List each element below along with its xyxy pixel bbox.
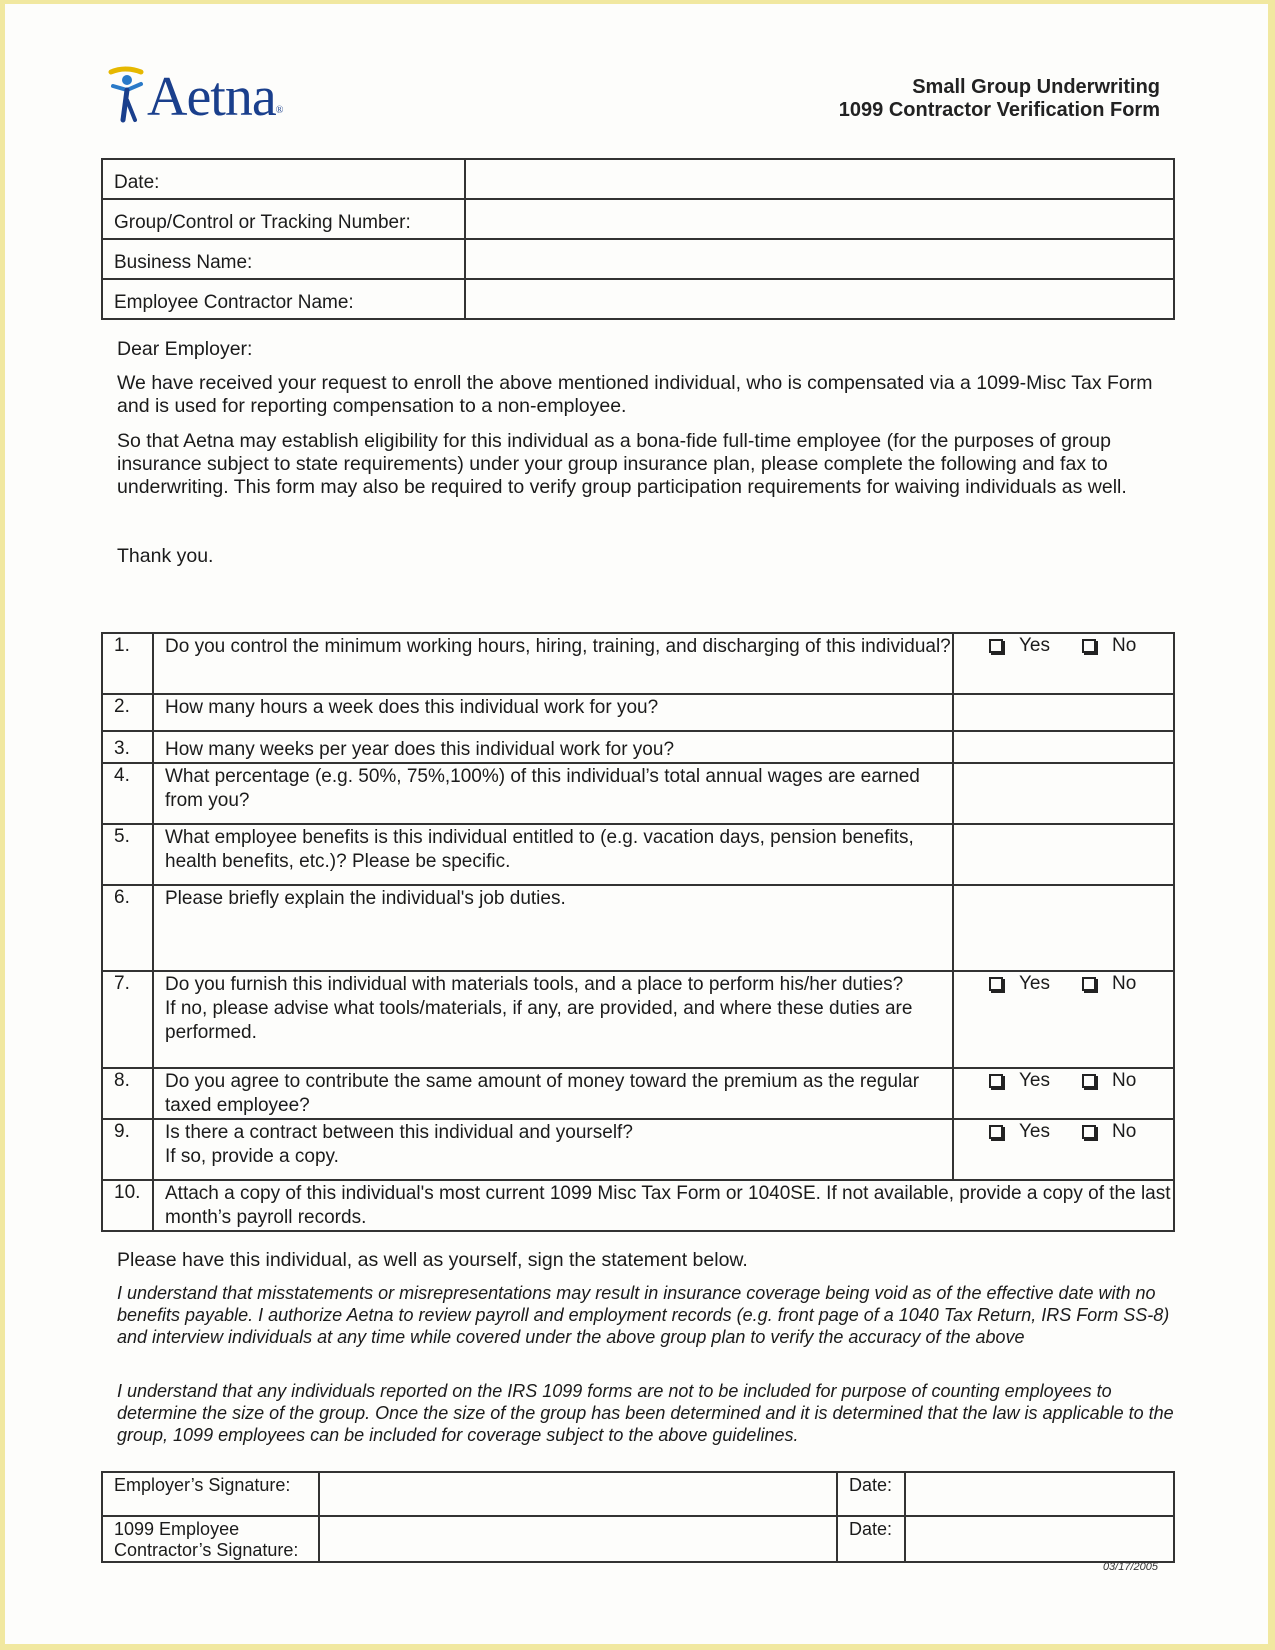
title-line-2: 1099 Contractor Verification Form — [838, 99, 1160, 121]
question-number: 10. — [102, 1180, 153, 1231]
info-label: Date: — [102, 159, 465, 199]
contractor-date-field[interactable] — [905, 1516, 1174, 1562]
question-number: 3. — [102, 731, 153, 763]
question-number: 5. — [102, 824, 153, 885]
question-row — [102, 1119, 1174, 1180]
date-label: Date: — [837, 1472, 905, 1516]
question-text: Do you agree to contribute the same amount of money toward the premium as the regular taxed employee? — [153, 1068, 953, 1119]
yes-label: Yes — [1019, 635, 1050, 656]
info-label: Business Name: — [102, 239, 465, 279]
salutation: Dear Employer: — [117, 338, 253, 360]
yes-label: Yes — [1019, 1070, 1050, 1091]
info-label: Employee Contractor Name: — [102, 279, 465, 319]
answer-cell — [953, 1119, 1174, 1180]
form-revision-date: 03/17/2005 — [1102, 1561, 1158, 1573]
answer-cell — [953, 1068, 1174, 1119]
question-row — [102, 1068, 1174, 1119]
question-text: How many weeks per year does this individual work for you? — [153, 731, 953, 763]
checkbox-icon — [1082, 1074, 1096, 1088]
contractor-label-line: 1099 Employee — [114, 1519, 240, 1539]
question-row — [102, 731, 1174, 763]
question-text — [153, 1119, 953, 1180]
question-text: What employee benefits is this individual entitled to (e.g. vacation days, pension benefits, health benefits, etc.)? Please be specific. — [153, 824, 953, 885]
info-label: Group/Control or Tracking Number: — [102, 199, 465, 239]
answer-field[interactable] — [953, 885, 1174, 971]
employer-date-field[interactable] — [905, 1472, 1174, 1516]
yes-no-options — [954, 1121, 1173, 1143]
yes-no-options — [954, 635, 1173, 657]
question-number: 2. — [102, 694, 153, 731]
question-text: Please briefly explain the individual's job duties. — [153, 885, 953, 971]
no-checkbox[interactable] — [1082, 1121, 1136, 1143]
answer-cell — [953, 971, 1174, 1068]
no-label: No — [1112, 1070, 1137, 1091]
question-row — [102, 633, 1174, 694]
checkbox-icon — [1082, 1125, 1096, 1139]
question-text-line: Is there a contract between this individual and yourself? — [165, 1122, 633, 1143]
letter-closing: Thank you. — [117, 545, 214, 567]
info-row-group-number — [102, 199, 1174, 239]
info-row-contractor-name — [102, 279, 1174, 319]
question-row — [102, 824, 1174, 885]
yes-checkbox[interactable] — [989, 1121, 1050, 1143]
checkbox-icon — [1082, 639, 1096, 653]
question-number: 9. — [102, 1119, 153, 1180]
contractor-label-line: Contractor’s Signature: — [114, 1540, 299, 1560]
answer-field[interactable] — [953, 731, 1174, 763]
checkbox-icon — [989, 977, 1003, 991]
contractor-name-field[interactable] — [465, 279, 1174, 319]
question-text-line: If no, please advise what tools/materials, if any, are provided, and where these duties are performed. — [165, 998, 913, 1043]
date-field[interactable] — [465, 159, 1174, 199]
statement-paragraph-1: I understand that misstatements or misrepresentations may result in insurance coverage being void as of the effective date with no benefits payable. I authorize Aetna to review payroll and employment records (e.g. front page of a 1040 Tax Return, IRS Form SS-8) and interview individuals at any time while covered under the above group plan to verify the accuracy of the above — [117, 1283, 1170, 1347]
question-text: Attach a copy of this individual's most current 1099 Misc Tax Form or 1040SE. If not available, provide a copy of the last month’s payroll records. — [153, 1180, 1174, 1231]
no-label: No — [1112, 973, 1137, 994]
employer-signature-field[interactable] — [319, 1472, 837, 1516]
group-number-field[interactable] — [465, 199, 1174, 239]
contractor-signature-field[interactable] — [319, 1516, 837, 1562]
no-checkbox[interactable] — [1082, 1070, 1136, 1092]
contractor-signature-row — [102, 1516, 1174, 1562]
yes-label: Yes — [1019, 973, 1050, 994]
question-row — [102, 971, 1174, 1068]
statement-paragraph-2: I understand that any individuals reported on the IRS 1099 forms are not to be included for purpose of counting employees to determine the size of the group. Once the size of the group has been determined and it is determined that the law is applicable to the group, 1099 employees can be included for coverage subject to the above guidelines. — [117, 1381, 1174, 1445]
letter-paragraph-1: We have received your request to enroll the above mentioned individual, who is compensated via a 1099-Misc Tax Form and is used for reporting compensation to a non-employee. — [117, 372, 1153, 417]
question-text — [153, 971, 953, 1068]
logo-wordmark: Aetna® — [147, 66, 283, 128]
yes-no-options — [954, 1070, 1173, 1092]
employer-signature-row — [102, 1472, 1174, 1516]
employer-signature-label: Employer’s Signature: — [102, 1472, 319, 1516]
question-number: 1. — [102, 633, 153, 694]
no-label: No — [1112, 635, 1137, 656]
form-page — [5, 4, 1268, 1644]
yes-checkbox[interactable] — [989, 1070, 1050, 1092]
form-title — [839, 76, 1160, 122]
signature-table — [101, 1471, 1175, 1563]
aetna-figure-icon — [105, 64, 149, 130]
question-row — [102, 1180, 1174, 1231]
info-row-business-name — [102, 239, 1174, 279]
question-row — [102, 885, 1174, 971]
question-number: 4. — [102, 763, 153, 824]
contractor-signature-label — [102, 1516, 319, 1562]
no-checkbox[interactable] — [1082, 973, 1136, 995]
checkbox-icon — [989, 1125, 1003, 1139]
business-name-field[interactable] — [465, 239, 1174, 279]
title-line-1: Small Group Underwriting — [912, 76, 1160, 98]
aetna-logo — [105, 64, 305, 130]
no-checkbox[interactable] — [1082, 635, 1136, 657]
info-table — [101, 158, 1175, 320]
checkbox-icon — [989, 639, 1003, 653]
answer-field[interactable] — [953, 694, 1174, 731]
checkbox-icon — [989, 1074, 1003, 1088]
question-text: What percentage (e.g. 50%, 75%,100%) of this individual’s total annual wages are earned from you? — [153, 763, 953, 824]
question-number: 6. — [102, 885, 153, 971]
question-number: 7. — [102, 971, 153, 1068]
yes-label: Yes — [1019, 1121, 1050, 1142]
question-text: Do you control the minimum working hours, hiring, training, and discharging of this individual? — [153, 633, 953, 694]
yes-checkbox[interactable] — [989, 973, 1050, 995]
answer-field[interactable] — [953, 824, 1174, 885]
question-text-line: Do you furnish this individual with materials tools, and a place to perform his/her duties? — [165, 974, 904, 995]
answer-field[interactable] — [953, 763, 1174, 824]
questions-table — [101, 632, 1175, 1232]
letter-paragraph-2: So that Aetna may establish eligibility for this individual as a bona-fide full-time employee (for the purposes of group insurance subject to state requirements) under your group insurance plan, please complete the following and fax to underwriting. This form may also be required to verify group participation requirements for waiving individuals as well. — [117, 430, 1127, 498]
checkbox-icon — [1082, 977, 1096, 991]
question-text-line: If so, provide a copy. — [165, 1146, 339, 1167]
yes-checkbox[interactable] — [989, 635, 1050, 657]
answer-cell — [953, 633, 1174, 694]
question-row — [102, 694, 1174, 731]
info-row-date — [102, 159, 1174, 199]
question-number: 8. — [102, 1068, 153, 1119]
date-label: Date: — [837, 1516, 905, 1562]
question-row — [102, 763, 1174, 824]
yes-no-options — [954, 973, 1173, 995]
statement-intro: Please have this individual, as well as yourself, sign the statement below. — [117, 1249, 748, 1271]
question-text: How many hours a week does this individual work for you? — [153, 694, 953, 731]
no-label: No — [1112, 1121, 1137, 1142]
